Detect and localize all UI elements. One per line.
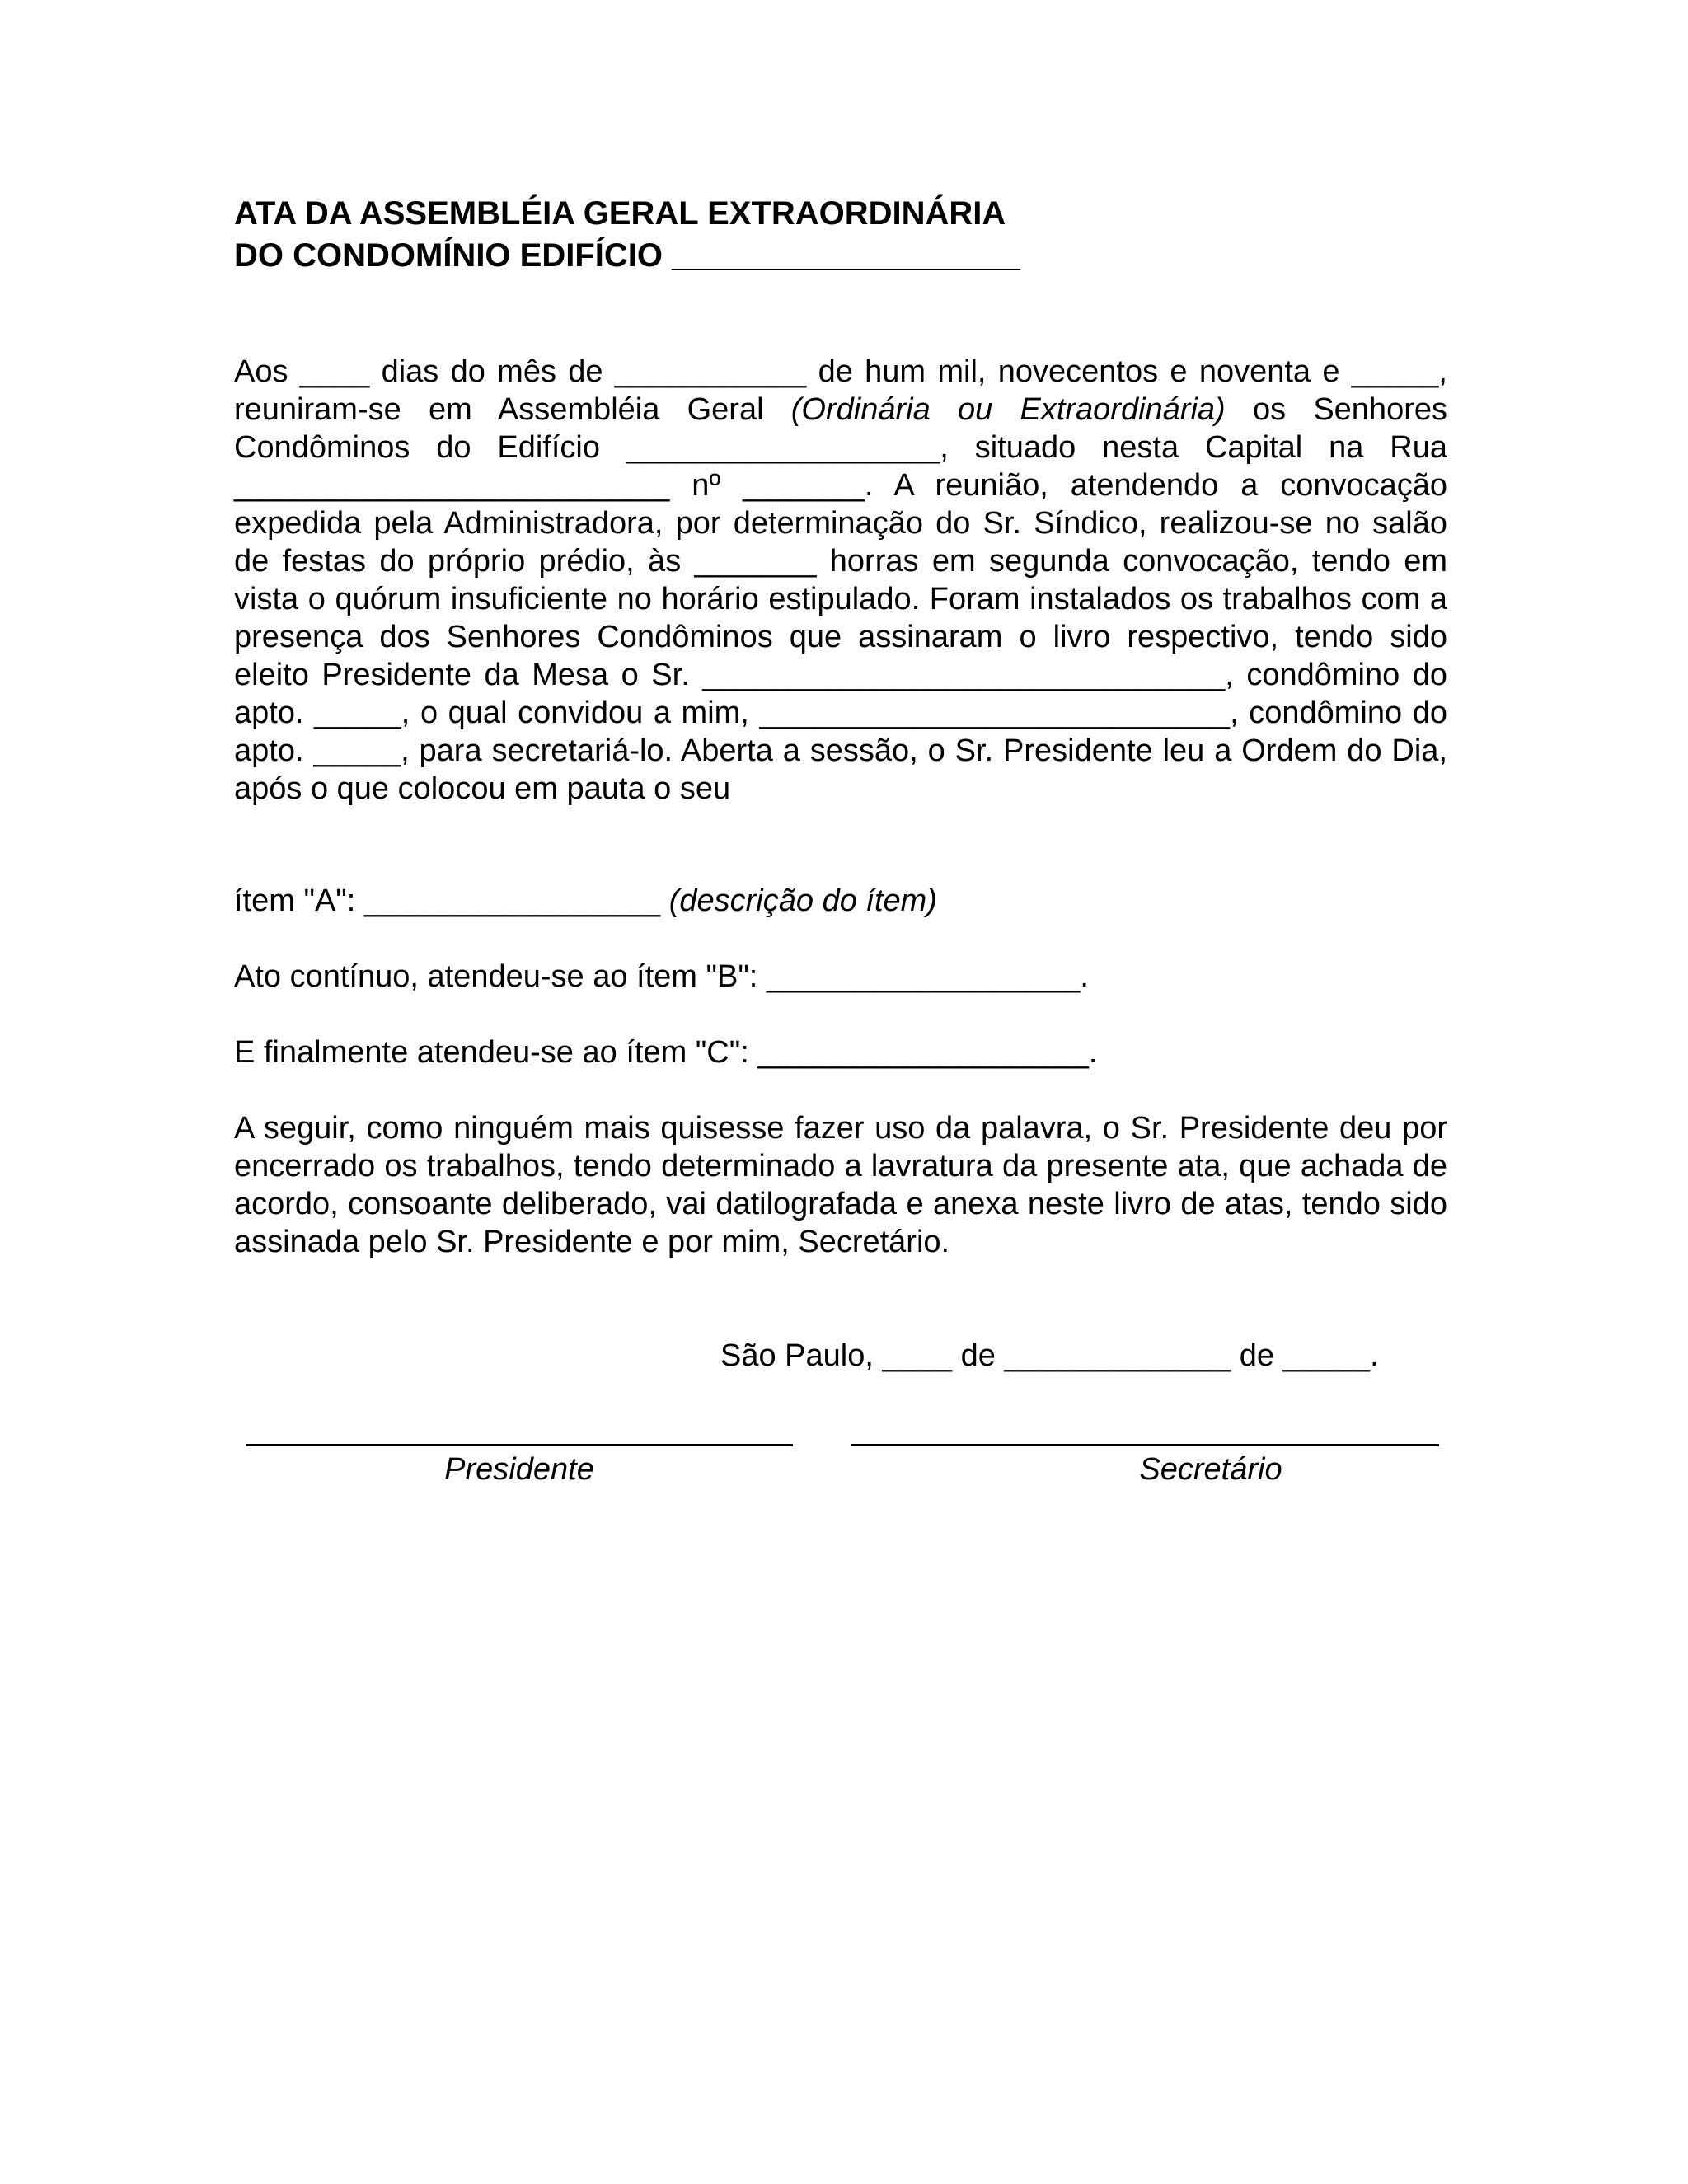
agenda-item-c: E finalmente atendeu-se ao ítem "C": ___________________. <box>234 1035 1098 1070</box>
opening-text-part1: Aos ____ dias do mês de ___________ de hum mil, novecentos e noventa e _____, reuniram-se em Assembléia Geral <box>234 354 1447 427</box>
president-label: Presidente <box>444 1452 594 1487</box>
secretary-label: Secretário <box>1139 1452 1282 1487</box>
title-line-1: ATA DA ASSEMBLÉIA GERAL EXTRAORDINÁRIA <box>234 195 1006 232</box>
place-date-line: São Paulo, ____ de _____________ de _____. <box>720 1338 1379 1373</box>
president-signature-line <box>246 1444 793 1446</box>
secretary-signature-line <box>851 1444 1439 1446</box>
item-a-description: (descrição do ítem) <box>668 883 937 918</box>
meeting-type-note: (Ordinária ou Extraordinária) <box>790 392 1226 427</box>
agenda-item-a <box>234 882 1447 920</box>
item-a-label: ítem "A": _________________ <box>234 883 669 918</box>
opening-paragraph <box>234 353 1447 808</box>
document-title <box>234 193 1454 277</box>
closing-paragraph: A seguir, como ninguém mais quisesse fazer uso da palavra, o Sr. Presidente deu por encerrado os trabalhos, tendo determinado a lavratura da presente ata, que achada de acordo, consoante deliberado, vai datilografada e anexa neste livro de atas, tendo sido assinada pelo Sr. Presidente e por mim, Secretário. <box>234 1111 1447 1259</box>
agenda-item-b: Ato contínuo, atendeu-se ao ítem "B": __________________. <box>234 959 1089 994</box>
title-line-2: DO CONDOMÍNIO EDIFÍCIO ___________________ <box>234 237 1020 274</box>
opening-text-part2: os Senhores Condôminos do Edifício __________________, situado nesta Capital na Rua _________________________ nº _______. A reunião, atendendo a convocação expedida pela Administradora, por determinação do Sr. Síndico, realizou-se no salão de festas do próprio prédio, às _______ horras em segunda convocação, tendo em vista o quórum insuficiente no horário estipulado. Foram instalados os trabalhos com a presença dos Senhores Condôminos que assinaram o livro respectivo, tendo sido eleito Presidente da Mesa o Sr. ______________________________, condômino do apto. _____, o qual convidou a mim, ___________________________, condômino do apto. _____, para secretariá-lo. Aberta a sessão, o Sr. Presidente leu a Ordem do Dia, após o que colocou em pauta o seu <box>234 392 1447 806</box>
